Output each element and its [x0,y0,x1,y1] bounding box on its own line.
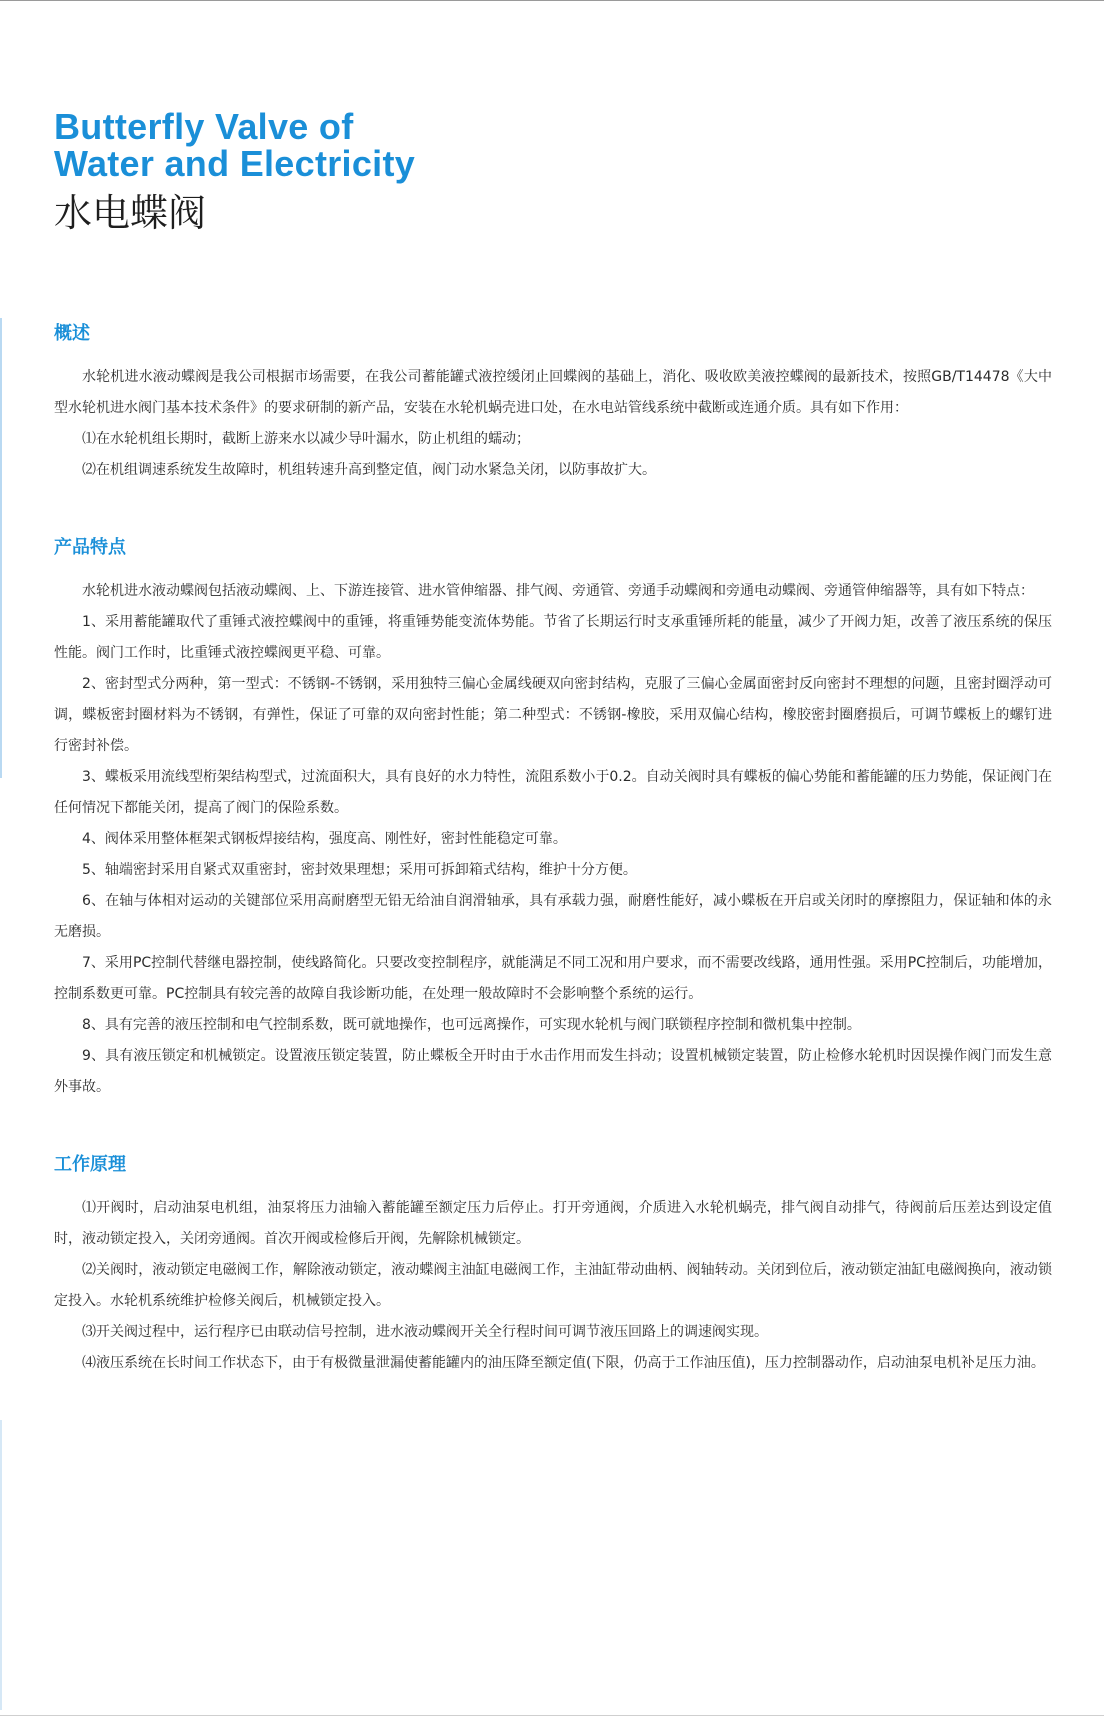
feature-item-5: 5、轴端密封采用自紧式双重密封，密封效果理想；采用可拆卸箱式结构，维护十分方便。 [82,862,637,878]
features-intro: 水轮机进水液动蝶阀包括液动蝶阀、上、下游连接管、进水管伸缩器、排气阀、旁通管、旁通手动蝶阀和旁通电动蝶阀、旁通管伸缩器等，具有如下特点： [82,583,1034,599]
document-body [54,316,1052,1379]
section-heading-overview: 概述 [54,323,90,344]
section-working-principle [54,1147,1052,1379]
title-english-line-1: Butterfly Valve of [54,106,354,147]
feature-item-9: 9、具有液压锁定和机械锁定。设置液压锁定装置，防止蝶板全开时由于水击作用而发生抖动；设置机械锁定装置，防止检修水轮机时因误操作阀门而发生意外事故。 [54,1048,1052,1095]
page-header [54,108,415,236]
principle-item-1: ⑴开阀时，启动油泵电机组，油泵将压力油输入蓄能罐至额定压力后停止。打开旁通阀，介质进入水轮机蜗壳，排气阀自动排气，待阀前后压差达到设定值时，液动锁定投入，关闭旁通阀。首次开阀或检修后开阀，先解除机械锁定。 [54,1200,1052,1247]
section-heading-working-principle: 工作原理 [54,1154,126,1175]
principle-item-3: ⑶开关阀过程中，运行程序已由联动信号控制，进水液动蝶阀开关全行程时间可调节液压回路上的调速阀实现。 [82,1324,768,1340]
section-overview [54,316,1052,486]
overview-item-1: ⑴在水轮机组长期时，截断上游来水以减少导叶漏水，防止机组的蠕动； [82,431,530,447]
principle-item-2: ⑵关阀时，液动锁定电磁阀工作，解除液动锁定，液动蝶阀主油缸电磁阀工作，主油缸带动曲柄、阀轴转动。关闭到位后，液动锁定油缸电磁阀换向，液动锁定投入。水轮机系统维护检修关阀后，机械锁定投入。 [54,1262,1052,1309]
left-accent-line-lower [0,1420,2,1710]
feature-item-2: 2、密封型式分两种，第一型式：不锈钢-不锈钢，采用独特三偏心金属线硬双向密封结构，克服了三偏心金属面密封反向密封不理想的问题，且密封圈浮动可调，蝶板密封圈材料为不锈钢，有弹性，保证了可靠的双向密封性能；第二种型式：不锈钢-橡胶，采用双偏心结构，橡胶密封圈磨损后，可调节蝶板上的螺钉进行密封补偿。 [54,676,1052,754]
feature-item-7: 7、采用PC控制代替继电器控制，使线路简化。只要改变控制程序，就能满足不同工况和用户要求，而不需要改线路，通用性强。采用PC控制后，功能增加，控制系数更可靠。PC控制具有较完善的故障自我诊断功能，在处理一般故障时不会影响整个系统的运行。 [54,955,1052,1002]
title-chinese: 水电蝶阀 [54,191,207,235]
section-features [54,530,1052,1103]
title-english-line-2: Water and Electricity [54,143,416,184]
principle-item-4: ⑷液压系统在长时间工作状态下，由于有极微量泄漏使蓄能罐内的油压降至额定值(下限，仍高于工作油压值)，压力控制器动作，启动油泵电机补足压力油。 [82,1355,1045,1371]
overview-paragraph: 水轮机进水液动蝶阀是我公司根据市场需要，在我公司蓄能罐式液控缓闭止回蝶阀的基础上，消化、吸收欧美液控蝶阀的最新技术，按照GB/T14478《大中型水轮机进水阀门基本技术条件》的要求研制的新产品，安装在水轮机蜗壳进口处，在水电站管线系统中截断或连通介质。具有如下作用： [54,369,1052,416]
feature-item-1: 1、采用蓄能罐取代了重锤式液控蝶阀中的重锤，将重锤势能变流体势能。节省了长期运行时支承重锤所耗的能量，减少了开阀力矩，改善了液压系统的保压性能。阀门工作时，比重锤式液控蝶阀更平稳、可靠。 [54,614,1052,661]
bottom-border-line [0,1715,1104,1716]
feature-item-4: 4、阀体采用整体框架式钢板焊接结构，强度高、刚性好，密封性能稳定可靠。 [82,831,567,847]
feature-item-6: 6、在轴与体相对运动的关键部位采用高耐磨型无铅无给油自润滑轴承，具有承载力强，耐磨性能好，减小蝶板在开启或关闭时的摩擦阻力，保证轴和体的永无磨损。 [54,893,1052,940]
section-heading-features: 产品特点 [54,537,126,558]
feature-item-3: 3、蝶板采用流线型桁架结构型式，过流面积大，具有良好的水力特性，流阻系数小于0.2。自动关阀时具有蝶板的偏心势能和蓄能罐的压力势能，保证阀门在任何情况下都能关闭，提高了阀门的保险系数。 [54,769,1052,816]
top-border-line [0,0,1104,1]
left-accent-line [0,318,2,778]
title-english [54,108,415,182]
overview-item-2: ⑵在机组调速系统发生故障时，机组转速升高到整定值，阀门动水紧急关闭，以防事故扩大。 [82,462,656,478]
feature-item-8: 8、具有完善的液压控制和电气控制系数，既可就地操作，也可远离操作，可实现水轮机与阀门联锁程序控制和微机集中控制。 [82,1017,861,1033]
